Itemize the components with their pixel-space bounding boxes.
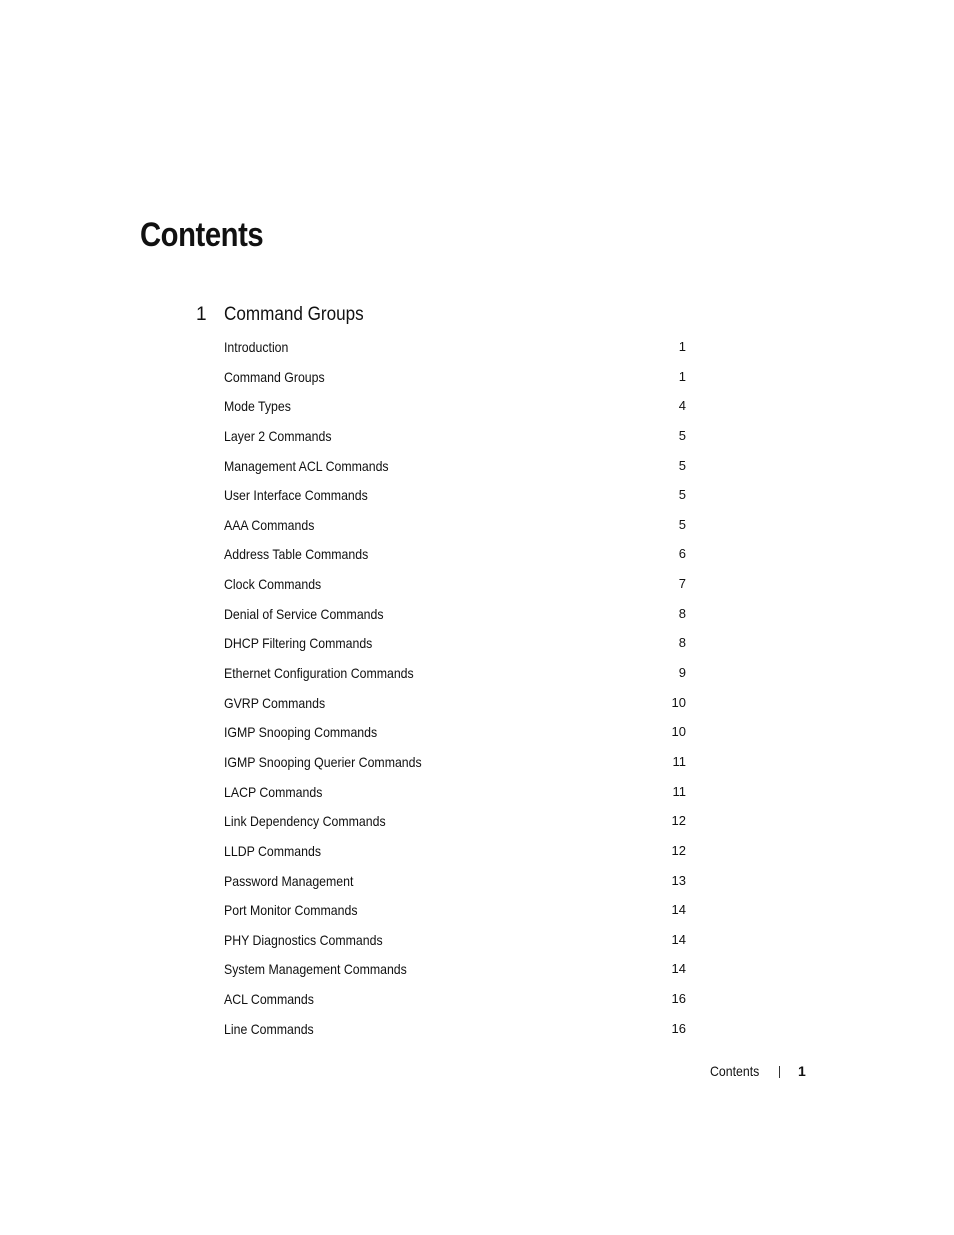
toc-entry[interactable] — [224, 336, 686, 366]
toc-entry-label: Link Dependency Commands — [224, 813, 386, 830]
chapter-heading[interactable] — [196, 302, 716, 328]
toc-entry-page: 10 — [671, 694, 686, 710]
toc-entry-page: 8 — [678, 635, 686, 651]
toc-entry-page: 13 — [671, 872, 686, 888]
toc-entry-label: IGMP Snooping Commands — [224, 724, 378, 741]
toc-entry-label: PHY Diagnostics Commands — [224, 931, 383, 948]
toc-entry-label: Layer 2 Commands — [224, 427, 332, 444]
toc-entry-page: 6 — [678, 546, 686, 562]
toc-entry-page: 16 — [671, 991, 686, 1007]
toc-entry-page: 1 — [678, 368, 686, 384]
toc-entry-label: System Management Commands — [224, 961, 407, 978]
toc-entry-label: GVRP Commands — [224, 694, 326, 711]
toc-list — [224, 336, 686, 1047]
toc-entry[interactable] — [224, 366, 686, 396]
toc-entry-label: LACP Commands — [224, 783, 323, 800]
toc-entry-label: Management ACL Commands — [224, 457, 389, 474]
toc-entry-page: 12 — [671, 813, 686, 829]
toc-entry[interactable] — [224, 840, 686, 870]
toc-entry[interactable] — [224, 662, 686, 692]
toc-entry[interactable] — [224, 395, 686, 425]
toc-entry-label: Command Groups — [224, 368, 325, 385]
toc-entry[interactable] — [224, 692, 686, 722]
toc-entry[interactable] — [224, 929, 686, 959]
chapter-title: Command Groups — [224, 304, 364, 325]
toc-entry-label: User Interface Commands — [224, 487, 368, 504]
toc-entry[interactable] — [224, 573, 686, 603]
toc-entry-page: 11 — [672, 783, 686, 799]
toc-entry[interactable] — [224, 810, 686, 840]
toc-entry[interactable] — [224, 870, 686, 900]
toc-entry[interactable] — [224, 484, 686, 514]
toc-entry[interactable] — [224, 721, 686, 751]
page-title: Contents — [140, 216, 264, 254]
toc-entry-page: 14 — [671, 961, 686, 977]
toc-entry[interactable] — [224, 632, 686, 662]
page-footer — [700, 1060, 810, 1082]
toc-entry-label: Line Commands — [224, 1020, 314, 1037]
toc-entry[interactable] — [224, 455, 686, 485]
toc-entry-page: 5 — [678, 457, 686, 473]
toc-entry-page: 4 — [678, 398, 686, 414]
toc-entry[interactable] — [224, 603, 686, 633]
toc-entry[interactable] — [224, 899, 686, 929]
toc-entry-page: 11 — [672, 753, 686, 769]
footer-separator — [779, 1066, 780, 1078]
toc-entry-page: 8 — [678, 605, 686, 621]
toc-entry-page: 12 — [671, 842, 686, 858]
toc-entry-page: 7 — [678, 576, 686, 592]
toc-entry-page: 5 — [678, 427, 686, 443]
toc-entry-label: Mode Types — [224, 398, 291, 415]
toc-entry[interactable] — [224, 988, 686, 1018]
toc-entry[interactable] — [224, 1018, 686, 1048]
chapter-number: 1 — [196, 304, 207, 325]
toc-entry-label: Address Table Commands — [224, 546, 369, 563]
toc-entry-label: Denial of Service Commands — [224, 605, 384, 622]
toc-entry[interactable] — [224, 781, 686, 811]
toc-entry-label: Password Management — [224, 872, 354, 889]
footer-page-number: 1 — [798, 1063, 806, 1079]
toc-entry-label: DHCP Filtering Commands — [224, 635, 373, 652]
toc-entry-label: Port Monitor Commands — [224, 902, 358, 919]
toc-entry-label: ACL Commands — [224, 991, 314, 1008]
toc-entry-page: 9 — [678, 665, 686, 681]
toc-entry[interactable] — [224, 514, 686, 544]
toc-entry-page: 10 — [671, 724, 686, 740]
toc-entry-label: Ethernet Configuration Commands — [224, 665, 414, 682]
toc-entry-page: 5 — [678, 487, 686, 503]
toc-entry[interactable] — [224, 751, 686, 781]
toc-entry-label: IGMP Snooping Querier Commands — [224, 753, 422, 770]
toc-entry-page: 1 — [678, 339, 686, 354]
toc-entry-label: LLDP Commands — [224, 842, 322, 859]
toc-entry-page: 14 — [671, 931, 686, 947]
toc-entry[interactable] — [224, 425, 686, 455]
footer-section-label: Contents — [710, 1063, 760, 1079]
toc-entry[interactable] — [224, 958, 686, 988]
toc-entry-label: Clock Commands — [224, 576, 322, 593]
toc-entry-page: 16 — [671, 1020, 686, 1036]
toc-entry-label: AAA Commands — [224, 516, 315, 533]
toc-entry-page: 5 — [678, 516, 686, 532]
toc-entry-page: 14 — [671, 902, 686, 918]
toc-entry[interactable] — [224, 543, 686, 573]
toc-entry-label: Introduction — [224, 339, 289, 355]
